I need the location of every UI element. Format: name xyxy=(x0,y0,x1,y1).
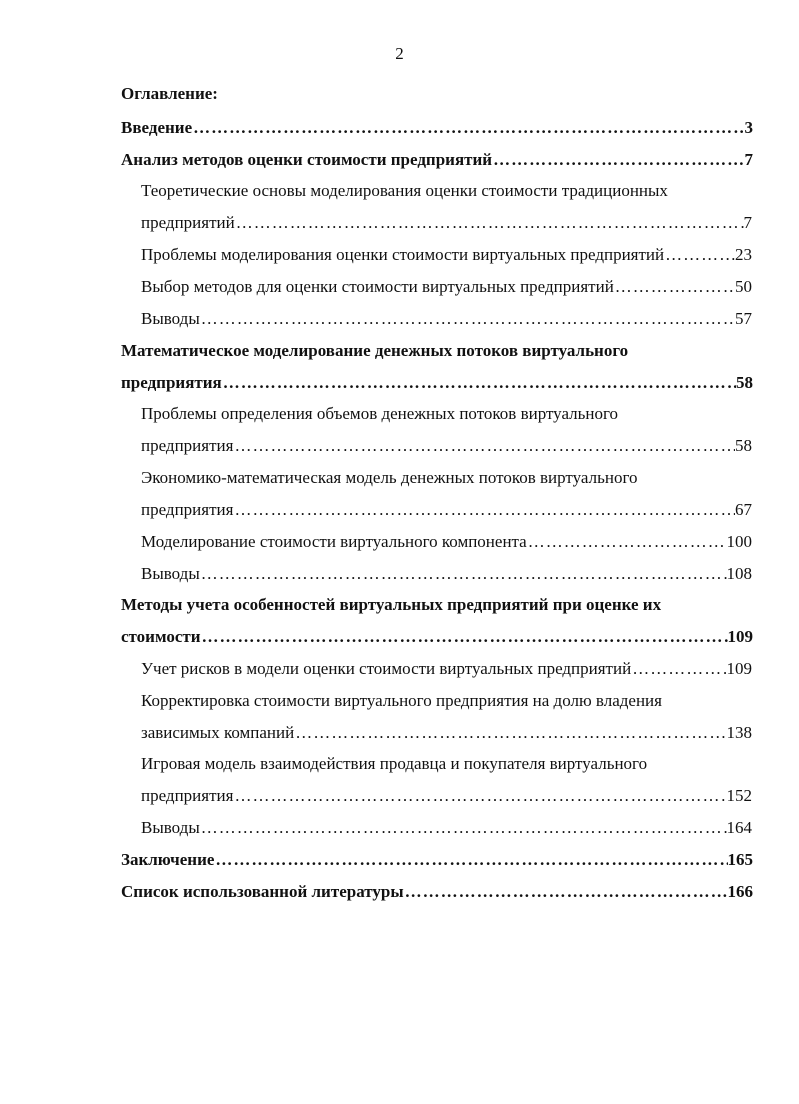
dot-leader xyxy=(527,527,727,557)
toc-entry-title: Список использованной литературы xyxy=(121,882,404,901)
dot-leader xyxy=(233,781,726,811)
toc-entry-page: 152 xyxy=(726,786,752,805)
dot-leader xyxy=(192,113,744,143)
toc-entry-page: 50 xyxy=(735,277,752,296)
toc-entry-chapter-1 xyxy=(121,145,753,175)
toc-entry-chapter-3-line-2 xyxy=(121,622,753,652)
toc-entry-title: Введение xyxy=(121,118,193,137)
dot-leader xyxy=(200,559,727,589)
dot-leader xyxy=(614,272,735,302)
toc-entry-page: 58 xyxy=(735,436,752,455)
toc-entry-title: Моделирование стоимости виртуального компонента xyxy=(141,532,527,551)
toc-entry-page: 100 xyxy=(726,532,752,551)
toc-entry-title: Математическое моделирование денежных потоков виртуального xyxy=(121,341,629,360)
toc-entry-title: Игровая модель взаимодействия продавца и покупателя виртуального xyxy=(141,754,648,773)
toc-entry-section-2-2-line-1 xyxy=(141,463,752,493)
toc-entry-title: предприятия xyxy=(141,500,234,519)
dot-leader xyxy=(404,877,728,907)
toc-entry-title: предприятия xyxy=(121,373,222,392)
toc-entry-page: 67 xyxy=(735,500,752,519)
dot-leader xyxy=(233,431,735,461)
toc-entry-section-1-3 xyxy=(141,272,752,302)
toc-entry-title: Проблемы моделирования оценки стоимости виртуальных предприятий xyxy=(141,245,665,264)
toc-entry-title: зависимых компаний xyxy=(141,723,295,742)
dot-leader xyxy=(233,495,735,525)
dot-leader xyxy=(235,208,744,238)
toc-entry-title: Выводы xyxy=(141,818,200,837)
toc-entry-page: 166 xyxy=(727,882,753,901)
toc-entry-page: 109 xyxy=(727,627,753,646)
toc-entry-section-3-1 xyxy=(141,654,752,684)
toc-entry-section-2-1-line-2 xyxy=(141,431,752,461)
toc-entry-bibliography xyxy=(121,877,753,907)
toc-entry-section-2-4 xyxy=(141,559,752,589)
dot-leader xyxy=(200,304,735,334)
toc-entry-section-3-2-line-1 xyxy=(141,686,752,716)
toc-entry-section-3-4 xyxy=(141,813,752,843)
toc-entry-title: Выбор методов для оценки стоимости виртуальных предприятий xyxy=(141,277,614,296)
toc-entry-title: предприятия xyxy=(141,436,234,455)
toc-entry-page: 23 xyxy=(735,245,752,264)
toc-entry-section-2-3 xyxy=(141,527,752,557)
dot-leader xyxy=(664,240,735,270)
toc-entry-chapter-2-line-2 xyxy=(121,368,753,398)
toc-entry-title: Выводы xyxy=(141,564,200,583)
toc-entry-title: Анализ методов оценки стоимости предприятий xyxy=(121,150,493,169)
toc-title: Оглавление: xyxy=(121,84,218,103)
toc-entry-page: 3 xyxy=(744,118,753,137)
toc-entry-page: 109 xyxy=(726,659,752,678)
toc-entry-title: Теоретические основы моделирования оценки стоимости традиционных xyxy=(141,181,668,200)
dot-leader xyxy=(200,813,727,843)
toc-entry-section-1-1-line-2 xyxy=(141,208,752,238)
toc-entry-title: Проблемы определения объемов денежных потоков виртуального xyxy=(141,404,619,423)
toc-entry-page: 7 xyxy=(743,213,752,232)
page-number: 2 xyxy=(395,44,404,63)
toc-entry-section-2-1-line-1 xyxy=(141,399,752,429)
toc-entry-conclusion xyxy=(121,845,753,875)
toc-entry-page: 138 xyxy=(726,723,752,742)
toc-entry-chapter-2-line-1 xyxy=(121,336,753,366)
toc-entry-chapter-3-line-1 xyxy=(121,590,753,620)
toc-entry-title: Выводы xyxy=(141,309,200,328)
toc-entry-section-3-2-line-2 xyxy=(141,718,752,748)
toc-entry-page: 58 xyxy=(736,373,753,392)
toc-entry-title: предприятий xyxy=(141,213,235,232)
dot-leader xyxy=(492,145,744,175)
toc-entry-introduction xyxy=(121,113,753,143)
toc-entry-page: 108 xyxy=(726,564,752,583)
toc-entry-page: 7 xyxy=(744,150,753,169)
toc-entry-title: стоимости xyxy=(121,627,201,646)
toc-entry-title: Корректировка стоимости виртуального предприятия на долю владения xyxy=(141,691,662,710)
toc-entry-section-1-2 xyxy=(141,240,752,270)
dot-leader xyxy=(214,845,727,875)
toc-entry-title: Методы учета особенностей виртуальных предприятий при оценке их xyxy=(121,595,662,614)
toc-entry-section-3-3-line-2 xyxy=(141,781,752,811)
toc-entry-section-1-1-line-1 xyxy=(141,176,752,206)
toc-entry-section-3-3-line-1 xyxy=(141,749,752,779)
toc-entry-title: Экономико-математическая модель денежных потоков виртуального xyxy=(141,468,638,487)
toc-entry-title: предприятия xyxy=(141,786,234,805)
dot-leader xyxy=(222,368,736,398)
toc-entry-page: 57 xyxy=(735,309,752,328)
toc-entry-page: 165 xyxy=(727,850,753,869)
toc-entry-title: Заключение xyxy=(121,850,215,869)
dot-leader xyxy=(201,622,728,652)
toc-entry-page: 164 xyxy=(726,818,752,837)
dot-leader xyxy=(294,718,726,748)
toc-entry-section-2-2-line-2 xyxy=(141,495,752,525)
dot-leader xyxy=(631,654,726,684)
toc-entry-title: Учет рисков в модели оценки стоимости виртуальных предприятий xyxy=(141,659,632,678)
toc-entry-section-1-4 xyxy=(141,304,752,334)
